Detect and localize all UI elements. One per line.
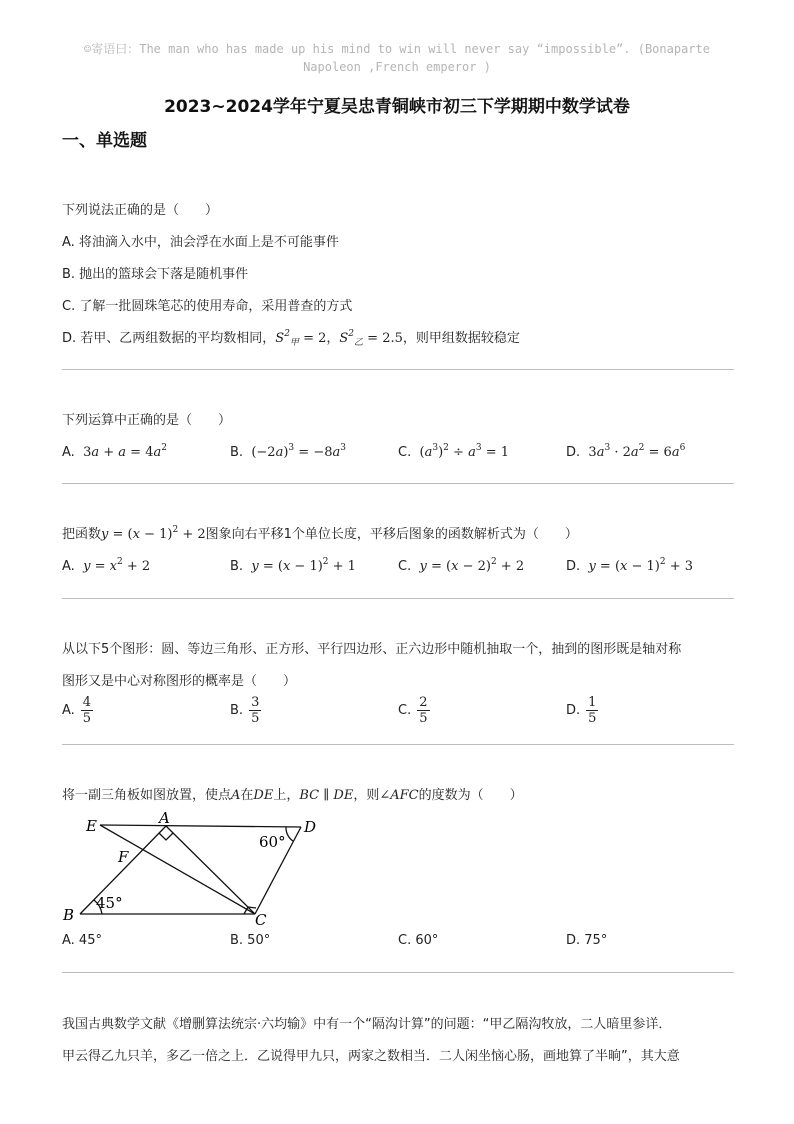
divider: [62, 369, 734, 370]
question-1-option-d-tail: ，则甲组数据较稳定: [402, 331, 520, 346]
motto-header: [0, 40, 794, 76]
question-6-stem-line-2: 甲云得乙九只羊，多乙一倍之上．乙说得甲九只，两家之数相当．二人闲坐恼心肠，画地算了半晌”，其大意: [62, 1049, 680, 1064]
question-5-option-b: B. 50°: [230, 933, 271, 948]
divider: [62, 744, 734, 745]
question-6-stem-line-1: 我国古典数学文献《增删算法统宗·六均输》中有一个“隔沟计算”的问题：“甲乙隔沟牧放，二人暗里参详．: [62, 1017, 672, 1032]
exam-title: 2023~2024学年宁夏吴忠青铜峡市初三下学期期中数学试卷: [164, 97, 630, 117]
divider: [62, 972, 734, 973]
question-4-option-c: C. $\frac{2}{5}$: [398, 695, 428, 726]
question-4-stem-line-1: 从以下5个图形：圆、等边三角形、正方形、平行四边形、正六边形中随机抽取一个，抽到的图形既是轴对称: [62, 642, 682, 657]
question-3-option-b: B. $y = (x - 1)^2 + 1$: [230, 557, 356, 574]
section-heading: 一、单选题: [62, 131, 147, 151]
question-1-option-d: D. 若甲、乙两组数据的平均数相同，$S^2_甲 = 2$，$S^2_乙 = 2.5$，则甲组数据较稳定: [62, 329, 520, 348]
question-2-option-b: B. $(-2a)^3 = -8a^3$: [230, 443, 346, 460]
question-5-option-a: A. 45°: [62, 933, 102, 948]
label-F: F: [118, 848, 129, 866]
question-3-option-d: D. $y = (x - 1)^2 + 3$: [566, 557, 694, 574]
angle-60-arc: [286, 827, 293, 841]
triangle-ruler-figure: [58, 808, 328, 928]
question-3-option-a: A. $y = x^2 + 2$: [62, 557, 151, 574]
motto-line-1: ☺寄语曰：The man who has made up his mind to win will never say “impossible”. (Bonaparte: [84, 42, 710, 56]
question-2-stem: 下列运算中正确的是（ ）: [62, 413, 232, 428]
question-4-option-a: A. $\frac{4}{5}$: [62, 695, 92, 726]
divider: [62, 598, 734, 599]
question-5-option-c: C. 60°: [398, 933, 439, 948]
segment-BA: [80, 826, 166, 914]
angle-45-label: 45°: [96, 894, 123, 912]
label-A: A: [159, 809, 170, 827]
question-1-option-d-math: $S^2_甲$: [275, 329, 299, 348]
divider: [62, 483, 734, 484]
question-2-option-a: A. $3a + a = 4a^2$: [62, 443, 167, 460]
question-1-option-a: A. 将油滴入水中，油会浮在水面上是不可能事件: [62, 235, 339, 250]
label-B: B: [63, 906, 75, 924]
question-1-option-d-text: D. 若甲、乙两组数据的平均数相同，: [62, 331, 276, 346]
motto-line-2: Napoleon ,French emperor ): [303, 60, 491, 74]
question-2-option-c: C. $(a^3)^2 \div a^3 = 1$: [398, 443, 509, 460]
segment-ED: [100, 825, 301, 827]
question-3-option-c: C. $y = (x - 2)^2 + 2$: [398, 557, 525, 574]
question-5-option-d: D. 75°: [566, 933, 608, 948]
question-4-option-b: B. $\frac{3}{5}$: [230, 695, 260, 726]
question-1-option-c: C. 了解一批圆珠笔芯的使用寿命，采用普查的方式: [62, 299, 353, 314]
angle-60-label: 60°: [259, 833, 286, 851]
question-1-stem: 下列说法正确的是（ ）: [62, 203, 219, 218]
label-D: D: [304, 818, 317, 836]
question-5-stem: 将一副三角板如图放置，使点A在DE上，BC ∥ DE，则∠AFC的度数为（ ）: [62, 788, 523, 803]
question-1-option-b: B. 抛出的篮球会下落是随机事件: [62, 267, 249, 282]
question-4-stem-line-2: 图形又是中心对称图形的概率是（ ）: [62, 674, 297, 689]
question-4-option-d: D. $\frac{1}{5}$: [566, 695, 597, 726]
question-2-option-d: D. $3a^3 \cdot 2a^2 = 6a^6$: [566, 443, 686, 460]
question-3-stem: 把函数$y = (x - 1)^2 + 2$图象向右平移1个单位长度，平移后图象的函数解析式为（ ）: [62, 525, 578, 542]
right-angle-mark-a: [159, 833, 173, 840]
label-E: E: [86, 817, 97, 835]
label-C: C: [255, 911, 267, 928]
